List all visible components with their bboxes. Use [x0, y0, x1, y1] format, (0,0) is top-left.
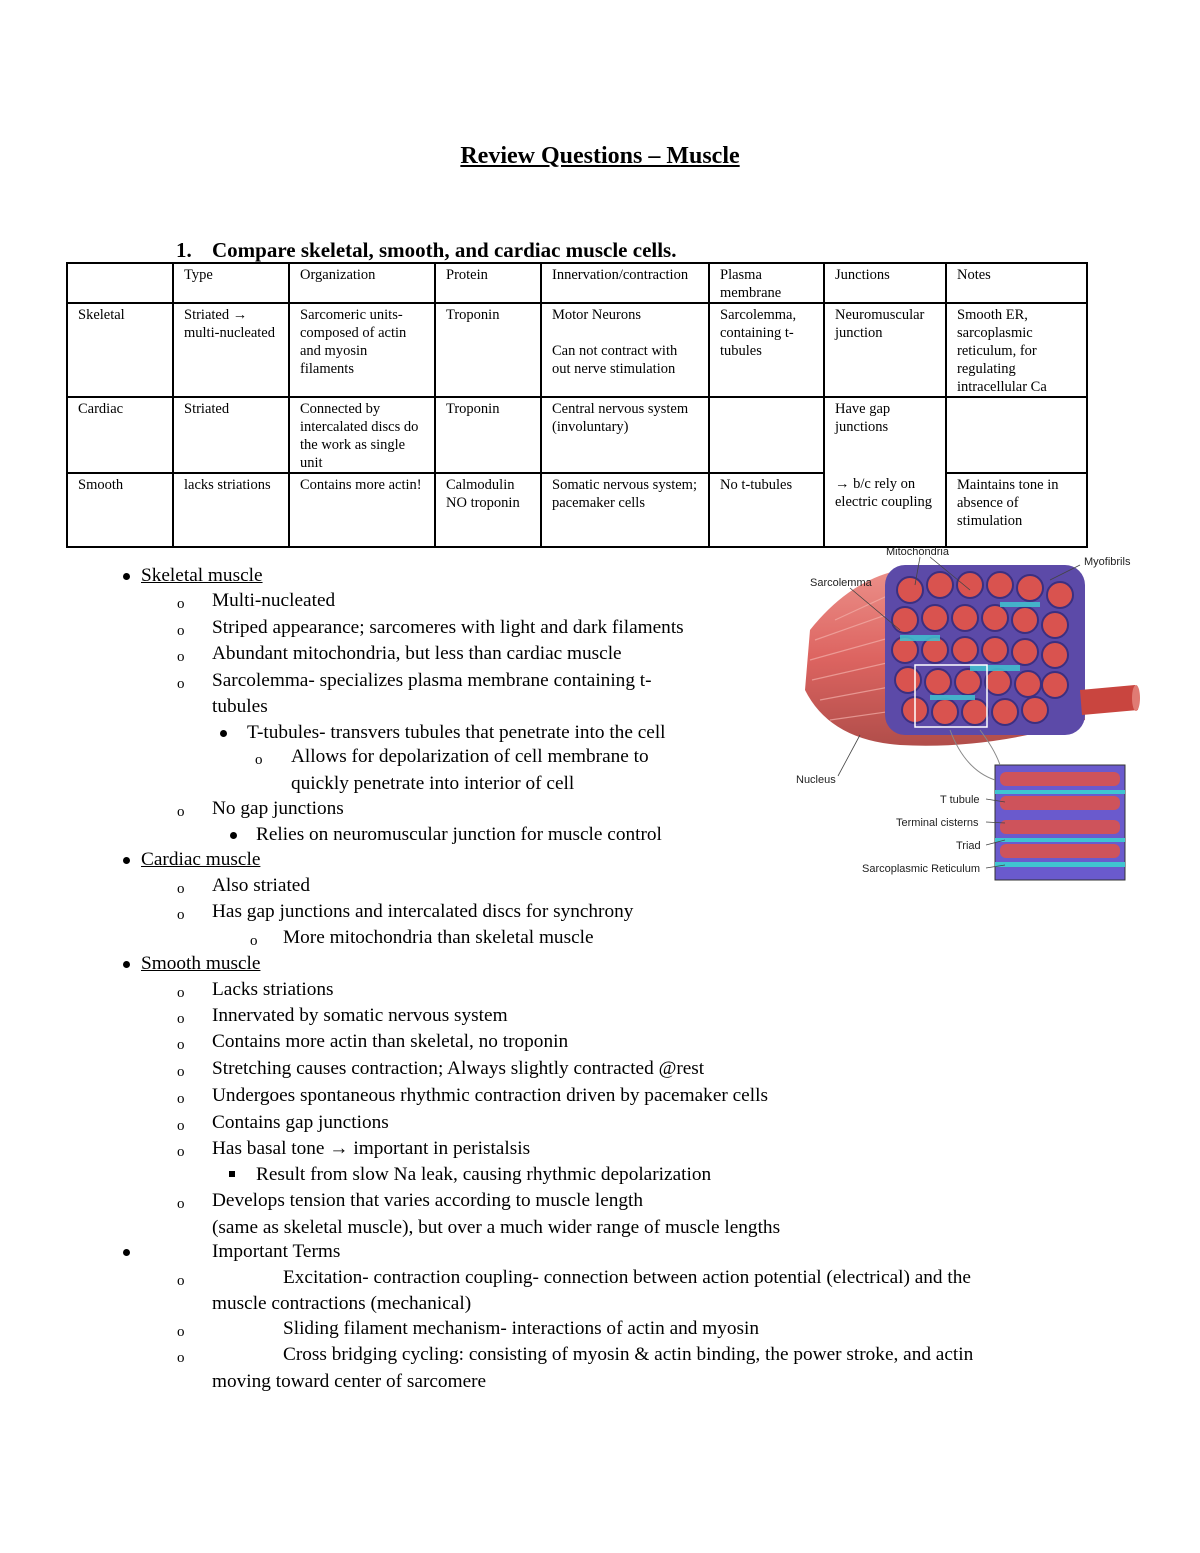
list-item: More mitochondria than skeletal muscle	[283, 927, 594, 948]
label-sarcoplasmic-reticulum: Sarcoplasmic Reticulum	[862, 863, 980, 875]
list-item: Also striated	[212, 875, 310, 896]
cell-type: lacks striations	[173, 473, 289, 547]
bullet-o: o	[177, 1350, 185, 1366]
page-title: Review Questions – Muscle	[460, 143, 740, 169]
cell-organization: Sarcomeric units- composed of actin and myosin filaments	[289, 303, 435, 397]
table-header-cell	[67, 263, 173, 303]
list-item: Innervated by somatic nervous system	[212, 1005, 508, 1026]
list-item: Contains more actin than skeletal, no troponin	[212, 1031, 569, 1052]
list-item: Result from slow Na leak, causing rhythmic depolarization	[256, 1164, 712, 1185]
table-header-cell: Type	[173, 263, 289, 303]
cell-organization: Connected by intercalated discs do the work as single unit	[289, 397, 435, 473]
list-item: Stretching causes contraction; Always slightly contracted @rest	[212, 1058, 705, 1079]
bullet-dot	[123, 961, 130, 968]
bullet-o: o	[177, 623, 185, 639]
table-row-smooth	[67, 473, 1087, 547]
table-header-cell: Organization	[289, 263, 435, 303]
bullet-o: o	[177, 1011, 185, 1027]
comparison-table	[66, 262, 1088, 548]
bullet-dot	[220, 730, 227, 737]
table-row-cardiac	[67, 397, 1087, 473]
cell-junctions: → b/c rely on electric coupling	[824, 473, 946, 547]
list-item: Has basal tone → important in peristalsis	[212, 1138, 531, 1159]
bullet-square	[229, 1171, 235, 1177]
heading-cardiac: Cardiac muscle	[141, 849, 261, 870]
bullet-o: o	[177, 1091, 185, 1107]
label-mitochondria: Mitochondria	[886, 546, 949, 558]
muscle-fiber-illustration	[790, 540, 1140, 890]
cell-notes: Smooth ER, sarcoplasmic reticulum, for regulating intracellular Ca	[946, 303, 1087, 397]
bullet-o: o	[177, 1196, 185, 1212]
question-text: Compare skeletal, smooth, and cardiac muscle cells.	[212, 238, 677, 262]
list-item: Allows for depolarization of cell membrane to	[291, 746, 649, 767]
table-header-cell: Protein	[435, 263, 541, 303]
list-item: Has gap junctions and intercalated discs for synchrony	[212, 901, 634, 922]
cell-plasma: No t-tubules	[709, 473, 824, 547]
bullet-dot	[123, 857, 130, 864]
list-item: Multi-nucleated	[212, 590, 336, 611]
list-item: Lacks striations	[212, 979, 334, 1000]
list-item: No gap junctions	[212, 798, 344, 819]
bullet-o: o	[177, 907, 185, 923]
bullet-o: o	[177, 881, 185, 897]
list-item: Excitation- contraction coupling- connection between action potential (electrical) and the	[283, 1267, 971, 1288]
cell-protein: Troponin	[435, 397, 541, 473]
cell-type: Striated → multi-nucleated	[173, 303, 289, 397]
bullet-o: o	[177, 1324, 185, 1340]
label-t-tubule: T tubule	[940, 794, 980, 806]
cell-junctions: Have gap junctions	[824, 397, 946, 473]
list-item: Striped appearance; sarcomeres with light and dark filaments	[212, 617, 684, 638]
row-label: Skeletal	[67, 303, 173, 397]
bullet-dot	[123, 573, 130, 580]
heading-skeletal: Skeletal muscle	[141, 565, 263, 586]
table-header-cell: Junctions	[824, 263, 946, 303]
bullet-o: o	[250, 933, 258, 949]
cell-protein: Calmodulin NO troponin	[435, 473, 541, 547]
list-item: muscle contractions (mechanical)	[212, 1293, 472, 1314]
cell-notes: Maintains tone in absence of stimulation	[946, 473, 1087, 547]
table-row-skeletal	[67, 303, 1087, 397]
bullet-o: o	[177, 1064, 185, 1080]
bullet-o: o	[177, 1273, 185, 1289]
list-item: Relies on neuromuscular junction for muscle control	[256, 824, 662, 845]
list-item: Abundant mitochondria, but less than cardiac muscle	[212, 643, 622, 664]
row-label: Cardiac	[67, 397, 173, 473]
list-item: Sarcolemma- specializes plasma membrane containing t-	[212, 670, 652, 691]
cell-organization: Contains more actin!	[289, 473, 435, 547]
cell-innervation-line: Motor Neurons	[552, 307, 642, 323]
cell-plasma	[709, 397, 824, 473]
bullet-o: o	[177, 1118, 185, 1134]
cell-innervation-line: Can not contract with out nerve stimulation	[552, 343, 678, 377]
bullet-o: o	[177, 804, 185, 820]
cell-junctions: Neuromuscular junction	[824, 303, 946, 397]
list-item: Undergoes spontaneous rhythmic contraction driven by pacemaker cells	[212, 1085, 768, 1106]
list-item: Contains gap junctions	[212, 1112, 389, 1133]
bullet-o: o	[177, 985, 185, 1001]
bullet-o: o	[177, 1037, 185, 1053]
bullet-o: o	[177, 596, 185, 612]
bullet-dot	[123, 1249, 130, 1256]
label-triad: Triad	[956, 840, 981, 852]
label-sarcolemma: Sarcolemma	[810, 577, 872, 589]
cell-plasma: Sarcolemma, containing t-tubules	[709, 303, 824, 397]
table-header-cell: Plasma membrane	[709, 263, 824, 303]
bullet-o: o	[177, 1144, 185, 1160]
label-myofibrils: Myofibrils	[1084, 556, 1131, 568]
list-item: moving toward center of sarcomere	[212, 1371, 487, 1392]
question-1	[176, 238, 676, 263]
list-item: Cross bridging cycling: consisting of myosin & actin binding, the power stroke, and actin	[283, 1344, 974, 1365]
question-number: 1.	[176, 238, 192, 262]
list-item: Develops tension that varies according to muscle length	[212, 1190, 644, 1211]
list-item: Sliding filament mechanism- interactions of actin and myosin	[283, 1318, 760, 1339]
list-item: (same as skeletal muscle), but over a much wider range of muscle lengths	[212, 1217, 781, 1238]
heading-smooth: Smooth muscle	[141, 953, 261, 974]
table-header-row	[67, 263, 1087, 303]
cell-protein: Troponin	[435, 303, 541, 397]
bullet-o: o	[177, 676, 185, 692]
cell-notes	[946, 397, 1087, 473]
table-header-cell: Innervation/contraction	[541, 263, 709, 303]
cell-innervation	[541, 303, 709, 397]
row-label: Smooth	[67, 473, 173, 547]
list-item: quickly penetrate into interior of cell	[291, 773, 575, 794]
cell-type: Striated	[173, 397, 289, 473]
bullet-o: o	[177, 649, 185, 665]
table-header-cell: Notes	[946, 263, 1087, 303]
heading-terms: Important Terms	[212, 1241, 341, 1262]
bullet-o: o	[255, 752, 263, 768]
label-terminal-cisterns: Terminal cisterns	[896, 817, 979, 829]
cell-innervation: Central nervous system (involuntary)	[541, 397, 709, 473]
label-nucleus: Nucleus	[796, 774, 836, 786]
list-item: tubules	[212, 696, 268, 717]
cell-innervation: Somatic nervous system; pacemaker cells	[541, 473, 709, 547]
list-item: T-tubules- transvers tubules that penetrate into the cell	[247, 722, 666, 743]
bullet-dot	[230, 832, 237, 839]
